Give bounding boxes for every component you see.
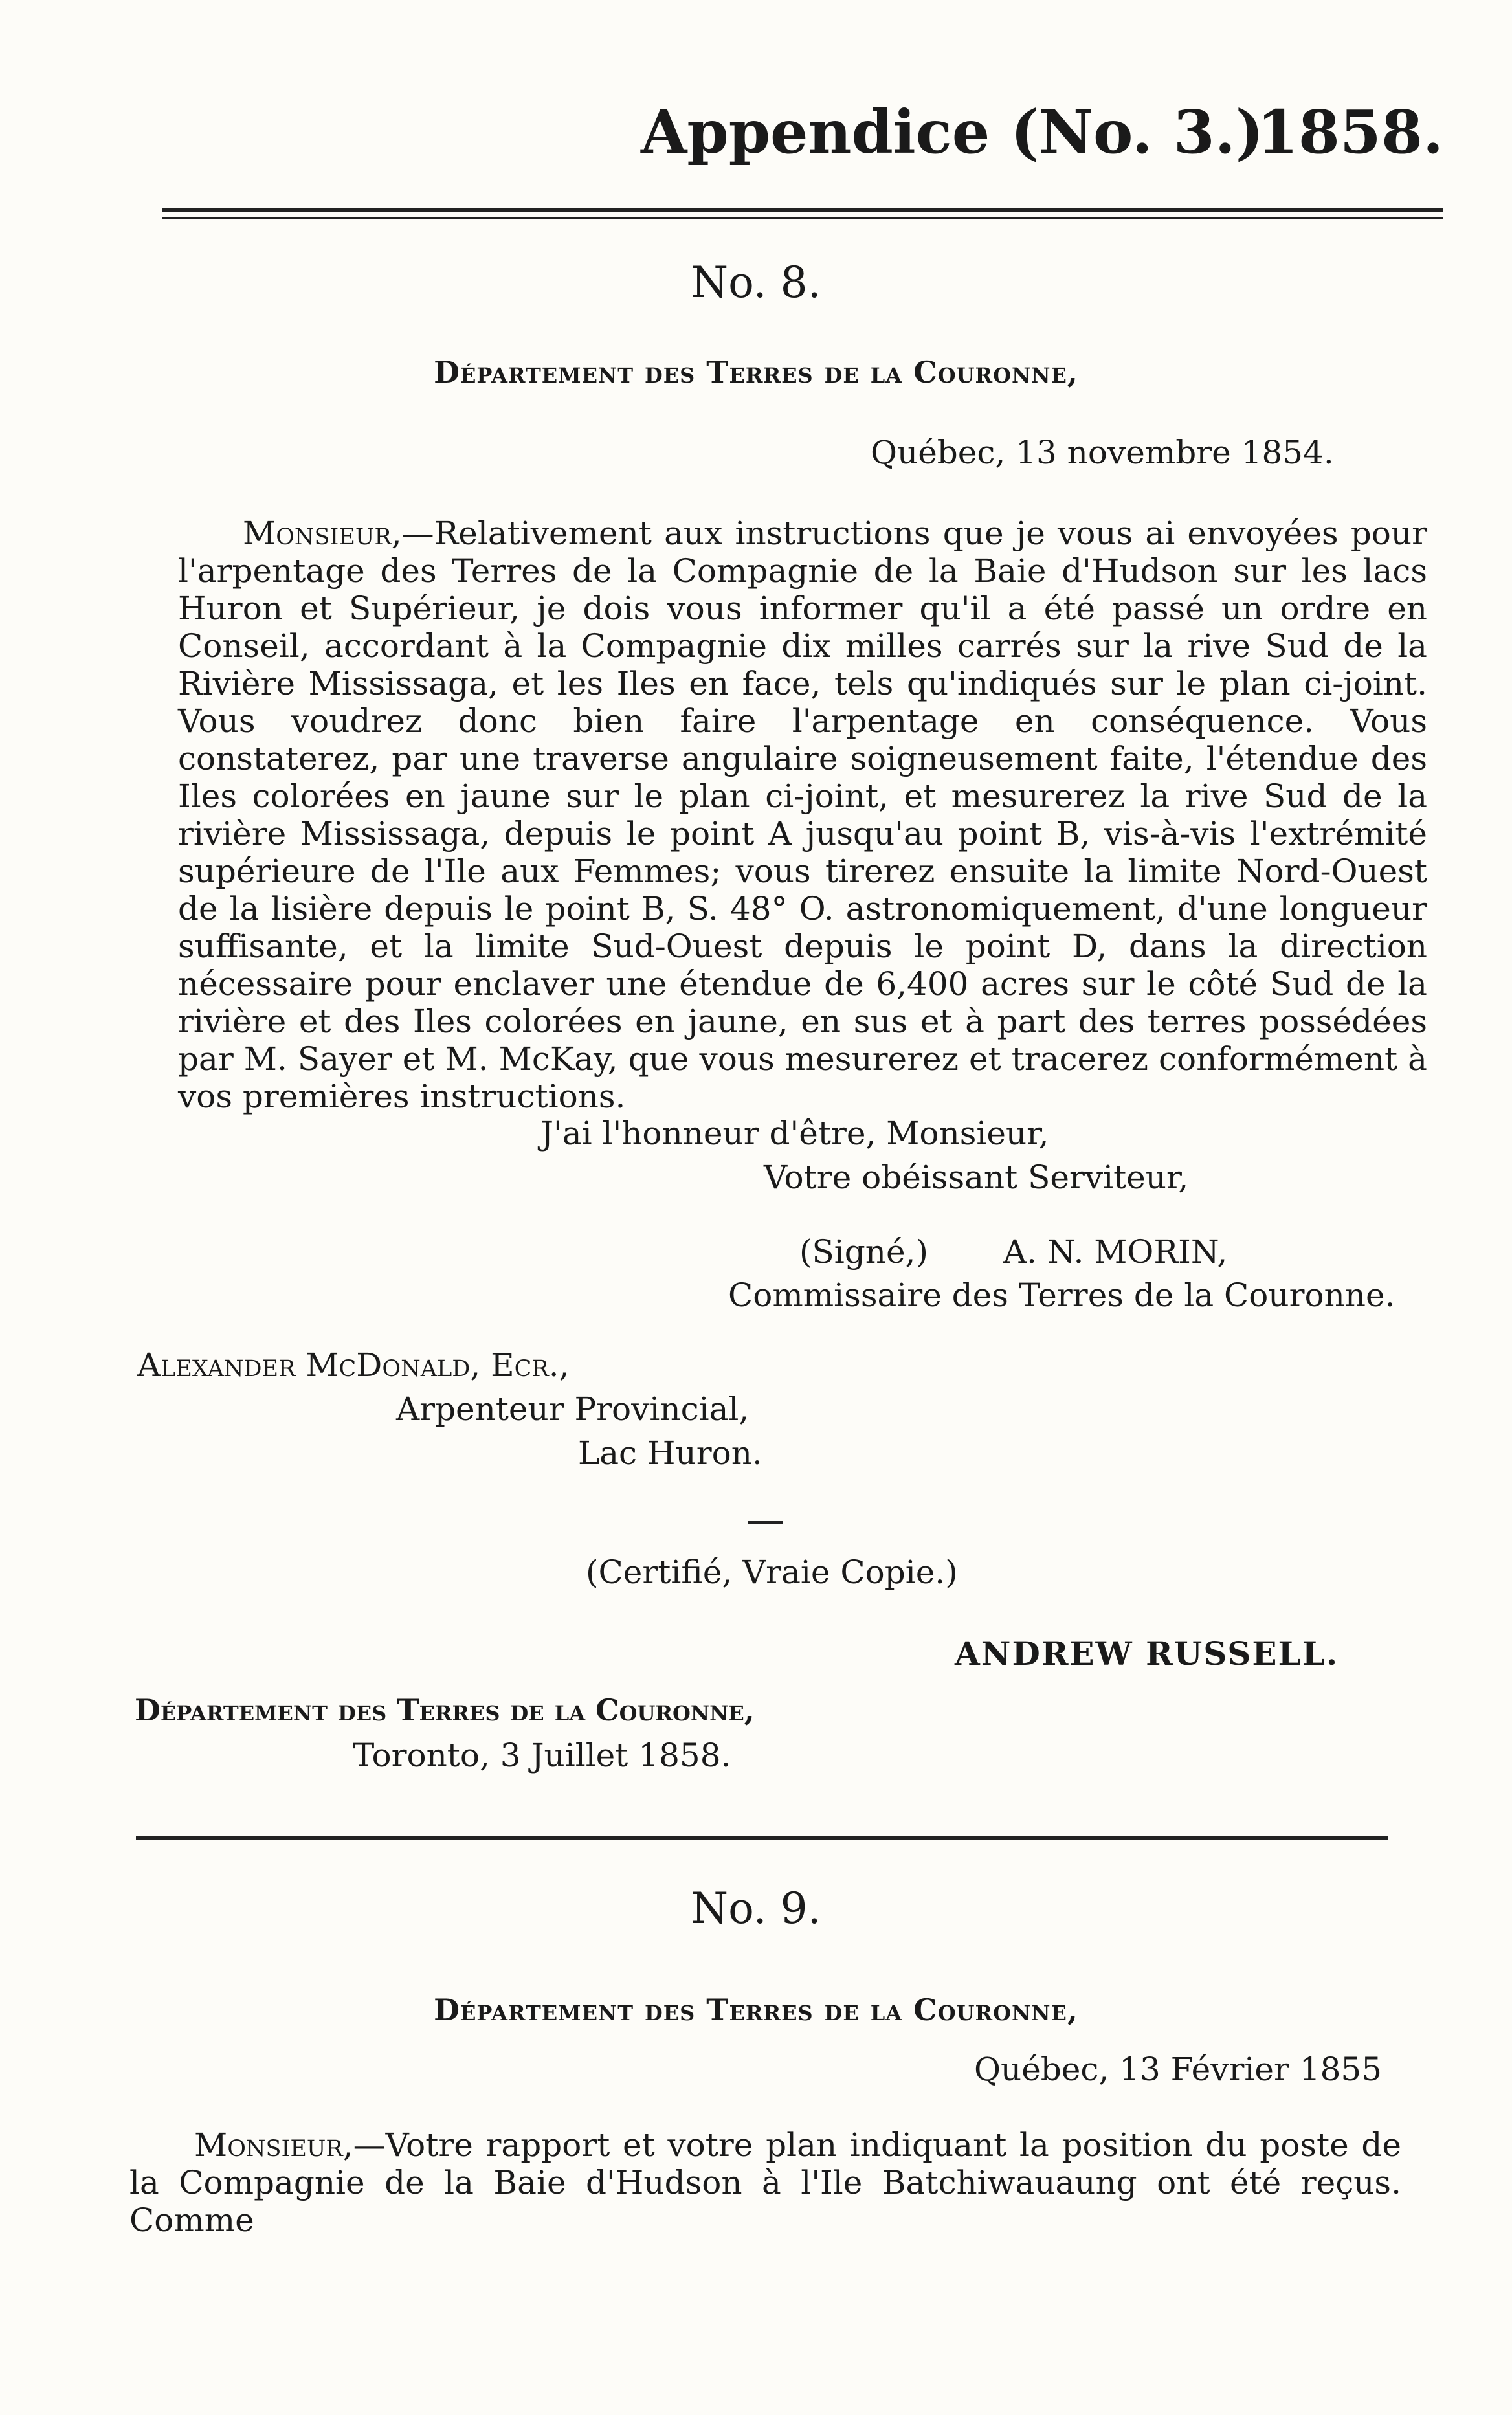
place-date: Québec, 13 Février 1855 <box>974 2051 1383 2088</box>
page-year: 1858. <box>1256 97 1443 167</box>
department-heading: Département des Terres de la Couronne, <box>434 1992 1078 2027</box>
signed-label: (Signé,) <box>799 1233 928 1271</box>
letter-text: —Votre rapport et votre plan indiquant la position du poste de la Compagnie de la Baie d'Hudson à l'Ile Batchiwauaung ont été reçus. Comme <box>129 2126 1401 2239</box>
department-heading: Département des Terres de la Couronne, <box>434 355 1078 390</box>
appendix-title: Appendice (No. 3.) <box>641 97 1264 167</box>
addressee-place: Lac Huron. <box>578 1434 762 1472</box>
certified-copy: (Certifié, Vraie Copie.) <box>586 1553 958 1591</box>
closing-line: Votre obéissant Serviteur, <box>764 1159 1189 1196</box>
closing-line: J'ai l'honneur d'être, Monsieur, <box>540 1115 1049 1152</box>
signer-title: Commissaire des Terres de la Couronne. <box>728 1276 1395 1314</box>
letter-text: —Relativement aux instructions que je vous ai envoyées pour l'arpentage des Terres de la Compagnie de la Baie d'Hudson sur les lacs Huron et Supérieur, je dois vous informer qu'il a été passé un ordre en Conseil, accordant à la Compagnie dix milles carrés sur la rive Sud de la Rivière Mississaga, et les Iles en face, tels qu'indiqués sur le plan ci-joint. Vous voudrez donc bien faire l'arpentage en conséquence. Vous constaterez, par une traverse angulaire soigneusement faite, l'étendue des Iles colorées en jaune sur le plan ci-joint, et mesurerez la rive Sud de la rivière Mississaga, depuis le point A jusqu'au point B, vis-à-vis l'extrémité supérieure de l'Ile aux Femmes; vous tirerez ensuite la limite Nord-Ouest de la lisière depuis le point B, S. 48° O. astronomiquement, d'une longueur suffisante, et la limite Sud-Ouest depuis le point D, dans la direction nécessaire pour enclaver une étendue de 6,400 acres sur le côté Sud de la rivière et des Iles colorées en jaune, en sus et à part des terres possédées par M. Sayer et M. McKay, que vous mesurerez et tracerez conformément à vos premières instructions. <box>178 515 1427 1115</box>
letter-body <box>129 2126 1401 2239</box>
addressee-title: Arpenteur Provincial, <box>396 1390 750 1428</box>
letter-body <box>178 515 1427 1115</box>
certifier-name: ANDREW RUSSELL. <box>955 1634 1339 1673</box>
page-header <box>162 97 1443 168</box>
document-number: No. 8. <box>691 258 821 307</box>
salutation: Monsieur, <box>194 2126 353 2164</box>
signer-name: A. N. MORIN, <box>1003 1233 1228 1271</box>
footer-department: Département des Terres de la Couronne, <box>135 1693 755 1728</box>
addressee-name: Alexander McDonald, Ecr., <box>137 1346 570 1384</box>
footer-place-date: Toronto, 3 Juillet 1858. <box>353 1737 731 1774</box>
salutation: Monsieur, <box>243 515 402 552</box>
section-rule <box>136 1836 1388 1840</box>
document-number: No. 9. <box>691 1884 821 1933</box>
separator-dash <box>748 1521 783 1524</box>
place-date: Québec, 13 novembre 1854. <box>871 434 1334 471</box>
header-rule <box>162 208 1443 219</box>
